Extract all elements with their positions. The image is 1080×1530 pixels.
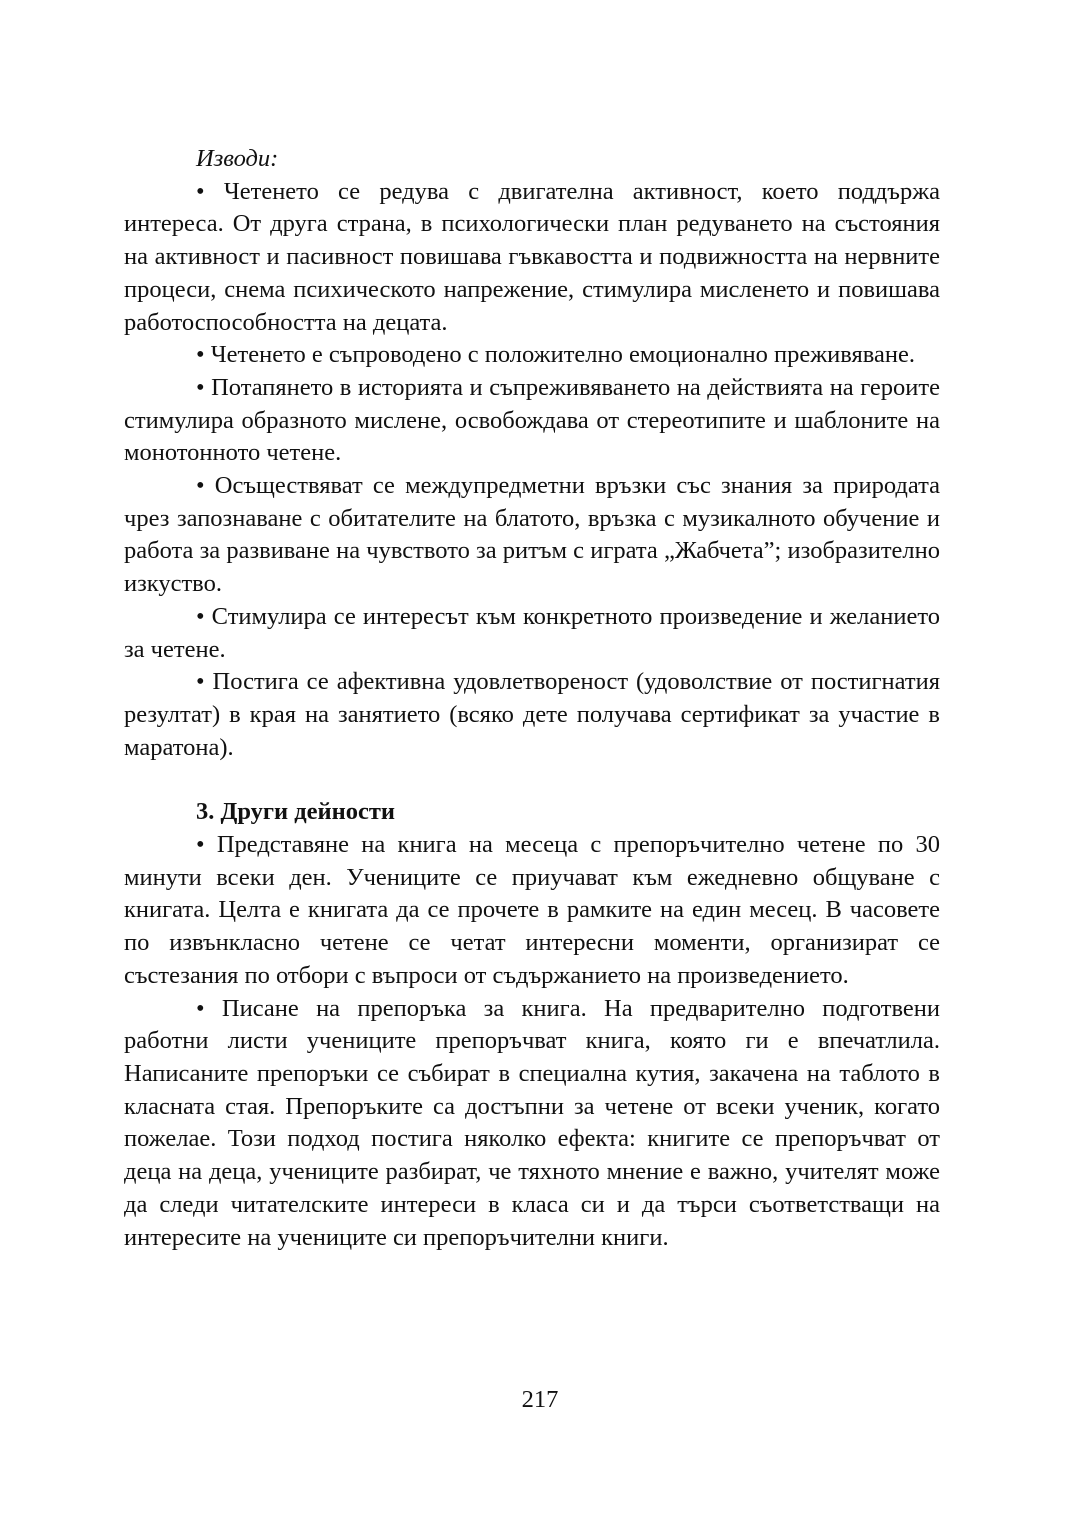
- conclusion-item-4: • Осъществяват се междупредметни връзки със знания за природата чрез запознаване с обитателите на блатото, връзка с музикалното обучение и работа за развиване на чувството за ритъм с играта „Жабчета”; изобразително изкуство.: [124, 472, 940, 598]
- conclusions-heading: Изводи:: [196, 145, 279, 172]
- page-number: 217: [521, 1386, 559, 1413]
- page-body: [124, 143, 940, 1254]
- section-title-other-activities: 3. Други дейности: [196, 798, 396, 826]
- conclusion-item-2: • Четенето е съпроводено с положително емоционално преживяване.: [196, 341, 916, 369]
- conclusion-item-6: • Постига се афективна удовлетвореност (удоволствие от постигнатия резултат) в края на занятието (всяко дете получава сертификат за участие в маратона).: [124, 668, 940, 761]
- activity-item-1: • Представяне на книга на месеца с препоръчително четене по 30 минути всеки ден. Учениците се приучават към ежедневно общуване с книгата. Целта е книгата да се прочете в рамките на един месец. В часовете по извънкласно четене се четат интересни моменти, организират се състезания по отбори с въпроси от съдържанието на произведението.: [124, 831, 940, 989]
- activity-item-2: • Писане на препоръка за книга. На предварително подготвени работни листи учениците препоръчват книга, която ги е впечатлила. Написаните препоръки се събират в специална кутия, закачена на таблото в класната стая. Препоръките са достъпни за четене от всеки ученик, когато пожелае. Този подход постига няколко ефекта: книгите се препоръчват от деца на деца, учениците разбират, че тяхното мнение е важно, учителят може да следи читателските интереси в класа си и да търси съответстващи на интересите на учениците си препоръчителни книги.: [124, 994, 940, 1251]
- conclusion-item-5: • Стимулира се интересът към конкретното произведение и желанието за четене.: [124, 602, 940, 663]
- conclusion-item-1: • Четенето се редува с двигателна активност, което поддържа интереса. От друга страна, в психологически план редуването на състояния на активност и пасивност повишава гъвкавостта и подвижността на нервните процеси, снема психическото напрежение, стимулира мисленето и повишава работоспособността на децата.: [124, 177, 940, 336]
- conclusion-item-3: • Потапянето в историята и съпреживяването на действията на героите стимулира образното мислене, освобождава от стереотипите и шаблоните на монотонното четене.: [124, 373, 940, 467]
